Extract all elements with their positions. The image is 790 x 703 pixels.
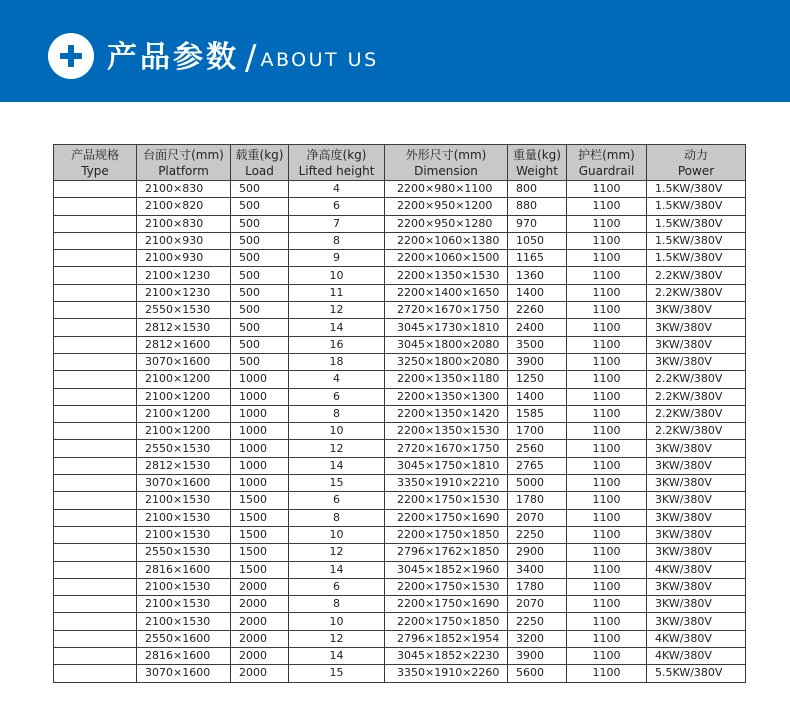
cell-lifted-height: 6	[289, 578, 385, 595]
cell-load: 500	[231, 353, 289, 370]
table-row	[54, 423, 746, 440]
cell-dimension: 2200×950×1280	[385, 215, 508, 232]
cell-platform: 2100×1230	[137, 267, 231, 284]
cell-weight: 2560	[508, 440, 567, 457]
cell-weight: 2250	[508, 613, 567, 630]
table-row	[54, 578, 746, 595]
cell-load: 2000	[231, 648, 289, 665]
table-row	[54, 267, 746, 284]
cell-lifted-height: 9	[289, 250, 385, 267]
cell-weight: 800	[508, 181, 567, 198]
cell-load: 500	[231, 250, 289, 267]
cell-type	[54, 613, 137, 630]
cell-platform: 3070×1600	[137, 665, 231, 682]
cell-load: 500	[231, 198, 289, 215]
cell-lifted-height: 4	[289, 181, 385, 198]
table-header-row	[54, 145, 746, 181]
header-banner	[0, 0, 790, 102]
cell-lifted-height: 8	[289, 405, 385, 422]
cell-dimension: 2200×1350×1300	[385, 388, 508, 405]
cell-power: 1.5KW/380V	[647, 181, 746, 198]
cell-platform: 2812×1600	[137, 336, 231, 353]
cell-guardrail: 1100	[567, 544, 647, 561]
cell-dimension: 2796×1852×1954	[385, 630, 508, 647]
cell-weight: 1700	[508, 423, 567, 440]
table-row	[54, 665, 746, 682]
cell-lifted-height: 10	[289, 267, 385, 284]
cell-load: 500	[231, 336, 289, 353]
column-header-power	[647, 145, 746, 181]
cell-guardrail: 1100	[567, 457, 647, 474]
cell-type	[54, 457, 137, 474]
cell-platform: 2550×1530	[137, 544, 231, 561]
table-row	[54, 353, 746, 370]
cell-power: 3KW/380V	[647, 457, 746, 474]
cell-power: 3KW/380V	[647, 578, 746, 595]
cell-type	[54, 440, 137, 457]
cell-type	[54, 648, 137, 665]
column-header-lifted-height	[289, 145, 385, 181]
cell-guardrail: 1100	[567, 215, 647, 232]
cell-platform: 3070×1600	[137, 475, 231, 492]
column-header-platform	[137, 145, 231, 181]
cell-type	[54, 336, 137, 353]
cell-power: 3KW/380V	[647, 440, 746, 457]
cell-load: 2000	[231, 578, 289, 595]
cell-guardrail: 1100	[567, 198, 647, 215]
cell-load: 2000	[231, 596, 289, 613]
table-row	[54, 596, 746, 613]
cell-power: 4KW/380V	[647, 561, 746, 578]
cell-power: 3KW/380V	[647, 492, 746, 509]
cell-lifted-height: 16	[289, 336, 385, 353]
cell-platform: 2100×1200	[137, 371, 231, 388]
cell-weight: 1165	[508, 250, 567, 267]
cell-power: 3KW/380V	[647, 544, 746, 561]
cell-load: 1000	[231, 405, 289, 422]
cell-lifted-height: 8	[289, 596, 385, 613]
cell-dimension: 2200×980×1100	[385, 181, 508, 198]
cell-lifted-height: 6	[289, 492, 385, 509]
cell-guardrail: 1100	[567, 475, 647, 492]
cell-weight: 5600	[508, 665, 567, 682]
cell-load: 1500	[231, 561, 289, 578]
cell-platform: 2100×1200	[137, 405, 231, 422]
cell-weight: 5000	[508, 475, 567, 492]
cell-dimension: 3045×1852×2230	[385, 648, 508, 665]
cell-lifted-height: 14	[289, 648, 385, 665]
cell-power: 3KW/380V	[647, 475, 746, 492]
cell-weight: 1400	[508, 284, 567, 301]
cell-lifted-height: 12	[289, 544, 385, 561]
cell-platform: 2100×1530	[137, 578, 231, 595]
cell-power: 1.5KW/380V	[647, 232, 746, 249]
cell-guardrail: 1100	[567, 181, 647, 198]
cell-dimension: 2200×1060×1380	[385, 232, 508, 249]
cell-load: 500	[231, 302, 289, 319]
cell-guardrail: 1100	[567, 388, 647, 405]
cell-dimension: 3045×1852×1960	[385, 561, 508, 578]
cell-guardrail: 1100	[567, 578, 647, 595]
cell-platform: 2100×1530	[137, 596, 231, 613]
cell-dimension: 3350×1910×2260	[385, 665, 508, 682]
cell-weight: 1250	[508, 371, 567, 388]
cell-load: 1500	[231, 509, 289, 526]
cell-type	[54, 319, 137, 336]
cell-power: 2.2KW/380V	[647, 405, 746, 422]
cell-load: 2000	[231, 665, 289, 682]
cell-power: 5.5KW/380V	[647, 665, 746, 682]
table-row	[54, 457, 746, 474]
cell-dimension: 2796×1762×1850	[385, 544, 508, 561]
cell-power: 4KW/380V	[647, 648, 746, 665]
cell-load: 1000	[231, 423, 289, 440]
spec-table	[53, 144, 746, 683]
cell-platform: 2812×1530	[137, 319, 231, 336]
cell-dimension: 2720×1670×1750	[385, 302, 508, 319]
cell-power: 2.2KW/380V	[647, 371, 746, 388]
cell-dimension: 2200×1350×1420	[385, 405, 508, 422]
cell-platform: 2100×930	[137, 232, 231, 249]
cell-lifted-height: 14	[289, 561, 385, 578]
table-row	[54, 181, 746, 198]
cell-weight: 2900	[508, 544, 567, 561]
cell-guardrail: 1100	[567, 665, 647, 682]
cell-load: 1500	[231, 526, 289, 543]
cell-dimension: 3045×1800×2080	[385, 336, 508, 353]
table-row	[54, 336, 746, 353]
cell-load: 500	[231, 284, 289, 301]
table-row	[54, 561, 746, 578]
cell-type	[54, 181, 137, 198]
column-header-en: Power	[677, 163, 715, 178]
cell-lifted-height: 15	[289, 665, 385, 682]
cell-lifted-height: 15	[289, 475, 385, 492]
cell-platform: 2550×1530	[137, 302, 231, 319]
cell-weight: 3400	[508, 561, 567, 578]
cell-guardrail: 1100	[567, 561, 647, 578]
cell-lifted-height: 7	[289, 215, 385, 232]
cell-load: 1000	[231, 475, 289, 492]
cell-dimension: 3350×1910×2210	[385, 475, 508, 492]
table-row	[54, 405, 746, 422]
cell-dimension: 2200×1060×1500	[385, 250, 508, 267]
cell-dimension: 3045×1750×1810	[385, 457, 508, 474]
cell-load: 500	[231, 319, 289, 336]
cell-weight: 2260	[508, 302, 567, 319]
cell-lifted-height: 14	[289, 319, 385, 336]
cell-platform: 2100×1530	[137, 492, 231, 509]
cell-type	[54, 302, 137, 319]
cell-dimension: 2200×1350×1530	[385, 267, 508, 284]
table-row	[54, 613, 746, 630]
cell-guardrail: 1100	[567, 302, 647, 319]
cell-type	[54, 284, 137, 301]
table-row	[54, 215, 746, 232]
cell-weight: 3900	[508, 353, 567, 370]
table-row	[54, 509, 746, 526]
table-row	[54, 302, 746, 319]
cell-platform: 2100×1230	[137, 284, 231, 301]
cell-weight: 3200	[508, 630, 567, 647]
cell-dimension: 2200×1750×1850	[385, 526, 508, 543]
cell-power: 1.5KW/380V	[647, 215, 746, 232]
cell-platform: 2550×1530	[137, 440, 231, 457]
column-header-en: Platform	[158, 163, 209, 178]
column-header-dimension	[385, 145, 508, 181]
cell-type	[54, 578, 137, 595]
cell-type	[54, 250, 137, 267]
cell-power: 3KW/380V	[647, 319, 746, 336]
cell-lifted-height: 10	[289, 423, 385, 440]
cell-load: 2000	[231, 613, 289, 630]
column-header-en: Guardrail	[578, 163, 635, 178]
cell-guardrail: 1100	[567, 492, 647, 509]
cell-dimension: 2200×1750×1530	[385, 578, 508, 595]
cell-lifted-height: 12	[289, 630, 385, 647]
cell-dimension: 2720×1670×1750	[385, 440, 508, 457]
cell-load: 1500	[231, 544, 289, 561]
cell-dimension: 2200×1750×1530	[385, 492, 508, 509]
column-header-cn: 动力	[683, 147, 708, 162]
cell-type	[54, 665, 137, 682]
column-header-cn: 外形尺寸(mm)	[405, 147, 487, 162]
cell-guardrail: 1100	[567, 353, 647, 370]
cell-power: 3KW/380V	[647, 336, 746, 353]
cell-platform: 2100×1530	[137, 613, 231, 630]
cell-weight: 2400	[508, 319, 567, 336]
cell-power: 1.5KW/380V	[647, 250, 746, 267]
column-header-en: Weight	[516, 163, 558, 178]
cell-weight: 1780	[508, 578, 567, 595]
cell-type	[54, 561, 137, 578]
column-header-guardrail	[567, 145, 647, 181]
cell-guardrail: 1100	[567, 405, 647, 422]
table-row	[54, 371, 746, 388]
cell-type	[54, 544, 137, 561]
cell-platform: 2100×1200	[137, 388, 231, 405]
cell-lifted-height: 12	[289, 440, 385, 457]
cell-dimension: 2200×1750×1690	[385, 509, 508, 526]
cell-guardrail: 1100	[567, 319, 647, 336]
cell-dimension: 2200×1350×1180	[385, 371, 508, 388]
cell-guardrail: 1100	[567, 336, 647, 353]
cell-power: 3KW/380V	[647, 596, 746, 613]
cell-power: 3KW/380V	[647, 353, 746, 370]
cell-guardrail: 1100	[567, 648, 647, 665]
cell-lifted-height: 8	[289, 509, 385, 526]
column-header-type	[54, 145, 137, 181]
table-row	[54, 526, 746, 543]
cell-platform: 2816×1600	[137, 648, 231, 665]
cell-type	[54, 630, 137, 647]
cell-type	[54, 215, 137, 232]
cell-guardrail: 1100	[567, 630, 647, 647]
table-row	[54, 284, 746, 301]
cell-type	[54, 267, 137, 284]
cell-weight: 1780	[508, 492, 567, 509]
cell-load: 1500	[231, 492, 289, 509]
column-header-weight	[508, 145, 567, 181]
cell-guardrail: 1100	[567, 526, 647, 543]
cell-load: 500	[231, 181, 289, 198]
cell-guardrail: 1100	[567, 232, 647, 249]
cell-type	[54, 198, 137, 215]
cell-weight: 3500	[508, 336, 567, 353]
cell-load: 500	[231, 267, 289, 284]
cell-weight: 2070	[508, 596, 567, 613]
cell-guardrail: 1100	[567, 596, 647, 613]
cell-platform: 2816×1600	[137, 561, 231, 578]
cell-lifted-height: 12	[289, 302, 385, 319]
cell-power: 4KW/380V	[647, 630, 746, 647]
cell-platform: 2100×1530	[137, 509, 231, 526]
table-row	[54, 492, 746, 509]
cell-load: 500	[231, 215, 289, 232]
cell-type	[54, 423, 137, 440]
cell-power: 2.2KW/380V	[647, 423, 746, 440]
banner-title-en: ABOUT US	[260, 49, 379, 71]
cell-load: 500	[231, 232, 289, 249]
cell-type	[54, 492, 137, 509]
cell-weight: 3900	[508, 648, 567, 665]
cell-load: 1000	[231, 457, 289, 474]
cell-type	[54, 596, 137, 613]
cell-lifted-height: 6	[289, 388, 385, 405]
table-row	[54, 388, 746, 405]
banner-title-slash: /	[245, 38, 257, 78]
cell-guardrail: 1100	[567, 509, 647, 526]
cell-guardrail: 1100	[567, 613, 647, 630]
table-row	[54, 440, 746, 457]
cell-platform: 3070×1600	[137, 353, 231, 370]
cell-lifted-height: 14	[289, 457, 385, 474]
cell-weight: 2765	[508, 457, 567, 474]
cell-lifted-height: 6	[289, 198, 385, 215]
cell-guardrail: 1100	[567, 440, 647, 457]
cell-type	[54, 371, 137, 388]
cell-guardrail: 1100	[567, 371, 647, 388]
column-header-en: Load	[245, 163, 274, 178]
cell-weight: 1400	[508, 388, 567, 405]
cell-dimension: 2200×1750×1690	[385, 596, 508, 613]
table-row	[54, 250, 746, 267]
cell-lifted-height: 18	[289, 353, 385, 370]
column-header-cn: 重量(kg)	[513, 147, 561, 162]
cell-weight: 2070	[508, 509, 567, 526]
cell-platform: 2550×1600	[137, 630, 231, 647]
banner-title-cn: 产品参数	[107, 40, 239, 75]
cell-power: 3KW/380V	[647, 302, 746, 319]
table-row	[54, 630, 746, 647]
table-row	[54, 475, 746, 492]
table-row	[54, 198, 746, 215]
cell-power: 2.2KW/380V	[647, 388, 746, 405]
column-header-cn: 护栏(mm)	[578, 147, 635, 162]
cell-dimension: 2200×1350×1530	[385, 423, 508, 440]
cell-guardrail: 1100	[567, 284, 647, 301]
column-header-en: Lifted height	[298, 163, 375, 178]
table-body	[54, 181, 746, 683]
plus-icon	[48, 33, 94, 79]
cell-dimension: 3045×1730×1810	[385, 319, 508, 336]
cell-power: 3KW/380V	[647, 526, 746, 543]
cell-type	[54, 475, 137, 492]
cell-power: 1.5KW/380V	[647, 198, 746, 215]
cell-lifted-height: 4	[289, 371, 385, 388]
cell-dimension: 3250×1800×2080	[385, 353, 508, 370]
cell-type	[54, 526, 137, 543]
cell-type	[54, 509, 137, 526]
table-row	[54, 232, 746, 249]
cell-weight: 1050	[508, 232, 567, 249]
cell-dimension: 2200×1750×1850	[385, 613, 508, 630]
cell-weight: 880	[508, 198, 567, 215]
column-header-cn: 产品规格	[70, 147, 119, 162]
cell-guardrail: 1100	[567, 250, 647, 267]
cell-type	[54, 353, 137, 370]
column-header-en: Type	[81, 163, 109, 178]
table-row	[54, 544, 746, 561]
cell-load: 1000	[231, 371, 289, 388]
cell-weight: 970	[508, 215, 567, 232]
column-header-load	[231, 145, 289, 181]
cell-dimension: 2200×950×1200	[385, 198, 508, 215]
cell-platform: 2100×830	[137, 215, 231, 232]
cell-platform: 2100×930	[137, 250, 231, 267]
cell-lifted-height: 8	[289, 232, 385, 249]
cell-weight: 1360	[508, 267, 567, 284]
table-row	[54, 648, 746, 665]
column-header-cn: 台面尺寸(mm)	[143, 147, 224, 162]
cell-platform: 2812×1530	[137, 457, 231, 474]
cell-platform: 2100×820	[137, 198, 231, 215]
column-header-cn: 净高度(kg)	[306, 147, 367, 162]
cell-guardrail: 1100	[567, 423, 647, 440]
cell-platform: 2100×1200	[137, 423, 231, 440]
cell-power: 3KW/380V	[647, 613, 746, 630]
cell-lifted-height: 10	[289, 613, 385, 630]
cell-load: 1000	[231, 440, 289, 457]
column-header-cn: 载重(kg)	[235, 147, 284, 162]
cell-type	[54, 232, 137, 249]
cell-platform: 2100×1530	[137, 526, 231, 543]
cell-lifted-height: 11	[289, 284, 385, 301]
cell-lifted-height: 10	[289, 526, 385, 543]
cell-weight: 1585	[508, 405, 567, 422]
cell-type	[54, 388, 137, 405]
cell-load: 1000	[231, 388, 289, 405]
cell-platform: 2100×830	[137, 181, 231, 198]
banner-title	[107, 38, 379, 78]
cell-guardrail: 1100	[567, 267, 647, 284]
cell-dimension: 2200×1400×1650	[385, 284, 508, 301]
cell-power: 3KW/380V	[647, 509, 746, 526]
table-row	[54, 319, 746, 336]
cell-power: 2.2KW/380V	[647, 267, 746, 284]
cell-load: 2000	[231, 630, 289, 647]
cell-power: 2.2KW/380V	[647, 284, 746, 301]
cell-type	[54, 405, 137, 422]
cell-weight: 2250	[508, 526, 567, 543]
column-header-en: Dimension	[414, 163, 478, 178]
